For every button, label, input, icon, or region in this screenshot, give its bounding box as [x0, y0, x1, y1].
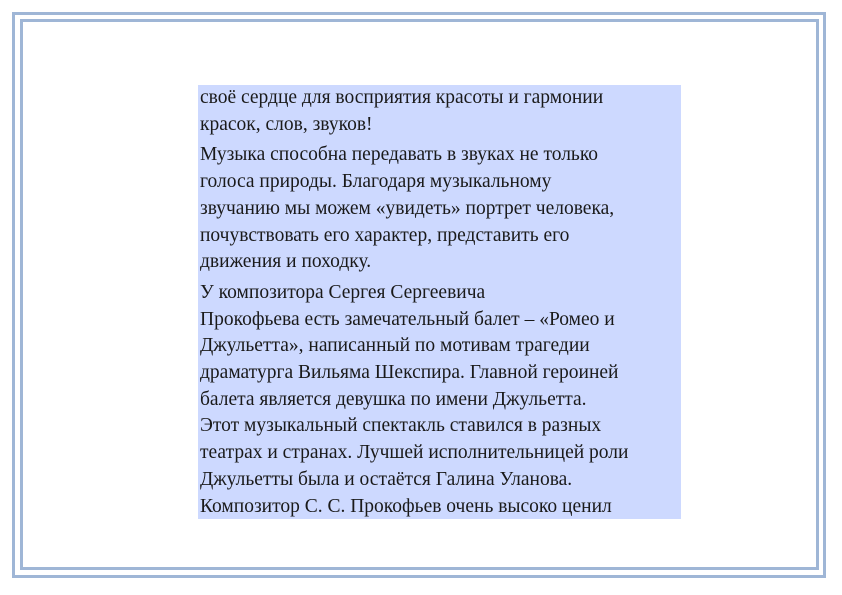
text-line: Джульетта», написанный по мотивам трагедии: [200, 335, 590, 357]
text-line: балета является девушка по имени Джульетта.: [200, 388, 587, 410]
text-line: звучанию мы можем «увидеть» портрет человека,: [200, 197, 615, 219]
text-line: У композитора Сергея Сергеевича: [200, 281, 486, 303]
text-line: Этот музыкальный спектакль ставился в разных: [200, 415, 602, 437]
text-line: театрах и странах. Лучшей исполнительницей роли: [200, 442, 629, 464]
text-block: [198, 85, 681, 519]
text-line: движения и походку.: [200, 251, 372, 273]
text-line: драматурга Вильяма Шекспира. Главной героиней: [200, 362, 619, 384]
paragraph: [200, 280, 679, 519]
paragraph: [200, 85, 679, 138]
paragraph: [200, 142, 679, 276]
text-line: своё сердце для восприятия красоты и гармонии: [200, 87, 604, 108]
text-line: Композитор С. С. Прокофьев очень высоко ценил: [200, 495, 612, 517]
text-line: Джульетты была и остаётся Галина Уланова.: [200, 468, 573, 490]
text-line: почувствовать его характер, представить его: [200, 224, 570, 246]
text-line: Прокофьева есть замечательный балет – «Ромео и: [200, 308, 615, 330]
text-line: Музыка способна передавать в звуках не только: [200, 144, 599, 166]
text-line: голоса природы. Благодаря музыкальному: [200, 171, 552, 193]
text-line: красок, слов, звуков!: [200, 113, 373, 135]
